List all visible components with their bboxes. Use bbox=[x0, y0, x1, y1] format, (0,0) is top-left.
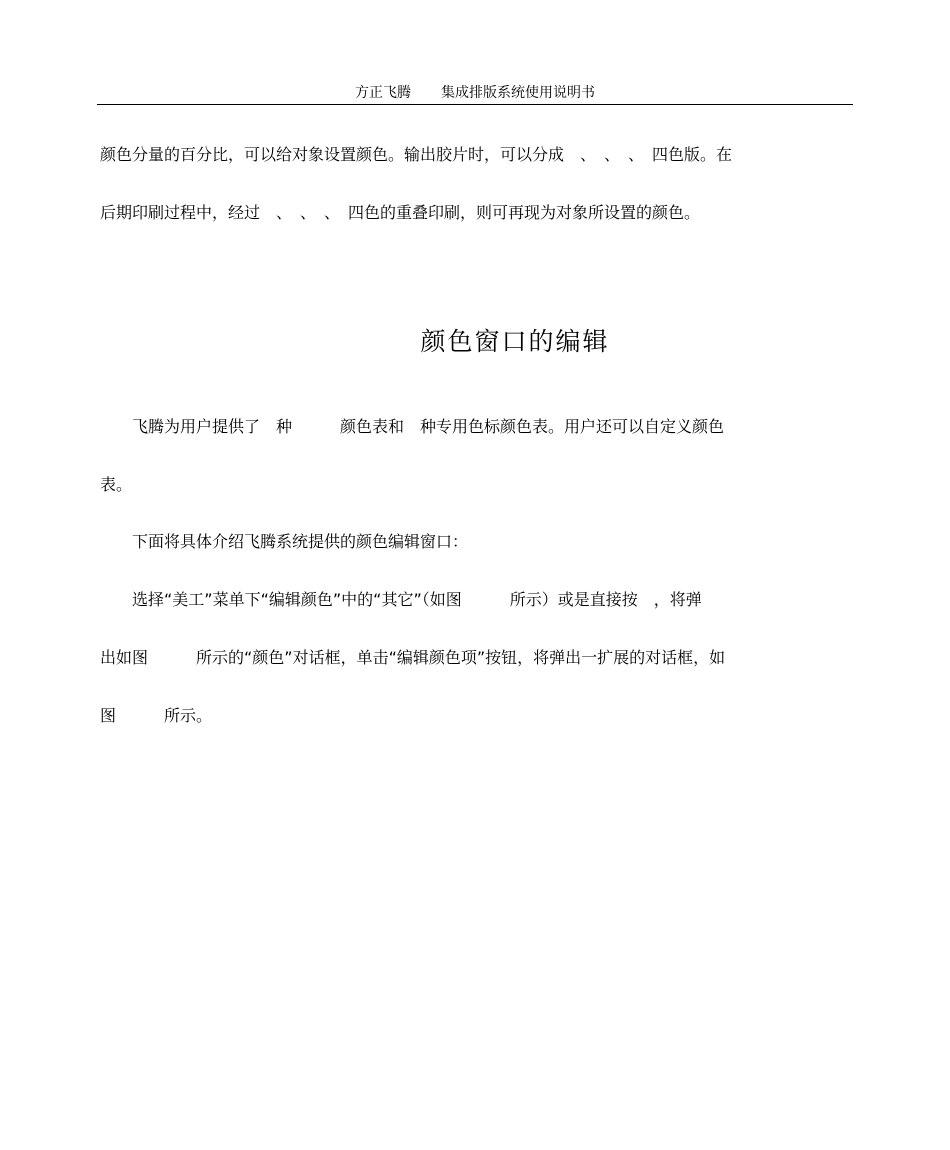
paragraph-3-line-1: 下面将具体介绍飞腾系统提供的颜色编辑窗口： bbox=[100, 532, 469, 551]
paragraph-2-line-2: 表。 bbox=[100, 475, 133, 494]
paragraph-4-line-3: 图 所示。 bbox=[100, 706, 213, 725]
paragraph-4-line-1: 选择“美工”菜单下“编辑颜色”中的“其它”（如图 所示）或是直接按 ，将弹 bbox=[100, 590, 702, 609]
header-manual-title: 集成排版系统使用说明书 bbox=[441, 85, 595, 101]
section-title: 颜色窗口的编辑 bbox=[420, 327, 610, 356]
running-header bbox=[0, 82, 950, 104]
paragraph-1-line-2: 后期印刷过程中，经过 、 、 、 四色的重叠印刷，则可再现为对象所设置的颜色。 bbox=[100, 203, 701, 222]
paragraph-1-line-1: 颜色分量的百分比，可以给对象设置颜色。输出胶片时，可以分成 、 、 、 四色版。在 bbox=[100, 145, 733, 164]
header-product-name: 方正飞腾 bbox=[355, 85, 411, 101]
paragraph-2-line-1: 飞腾为用户提供了 种 颜色表和 种专用色标颜色表。用户还可以自定义颜色 bbox=[100, 417, 725, 436]
header-rule bbox=[97, 104, 853, 105]
paragraph-4-line-2: 出如图 所示的“颜色”对话框，单击“编辑颜色项”按钮，将弹出一扩展的对话框，如 bbox=[100, 648, 726, 667]
